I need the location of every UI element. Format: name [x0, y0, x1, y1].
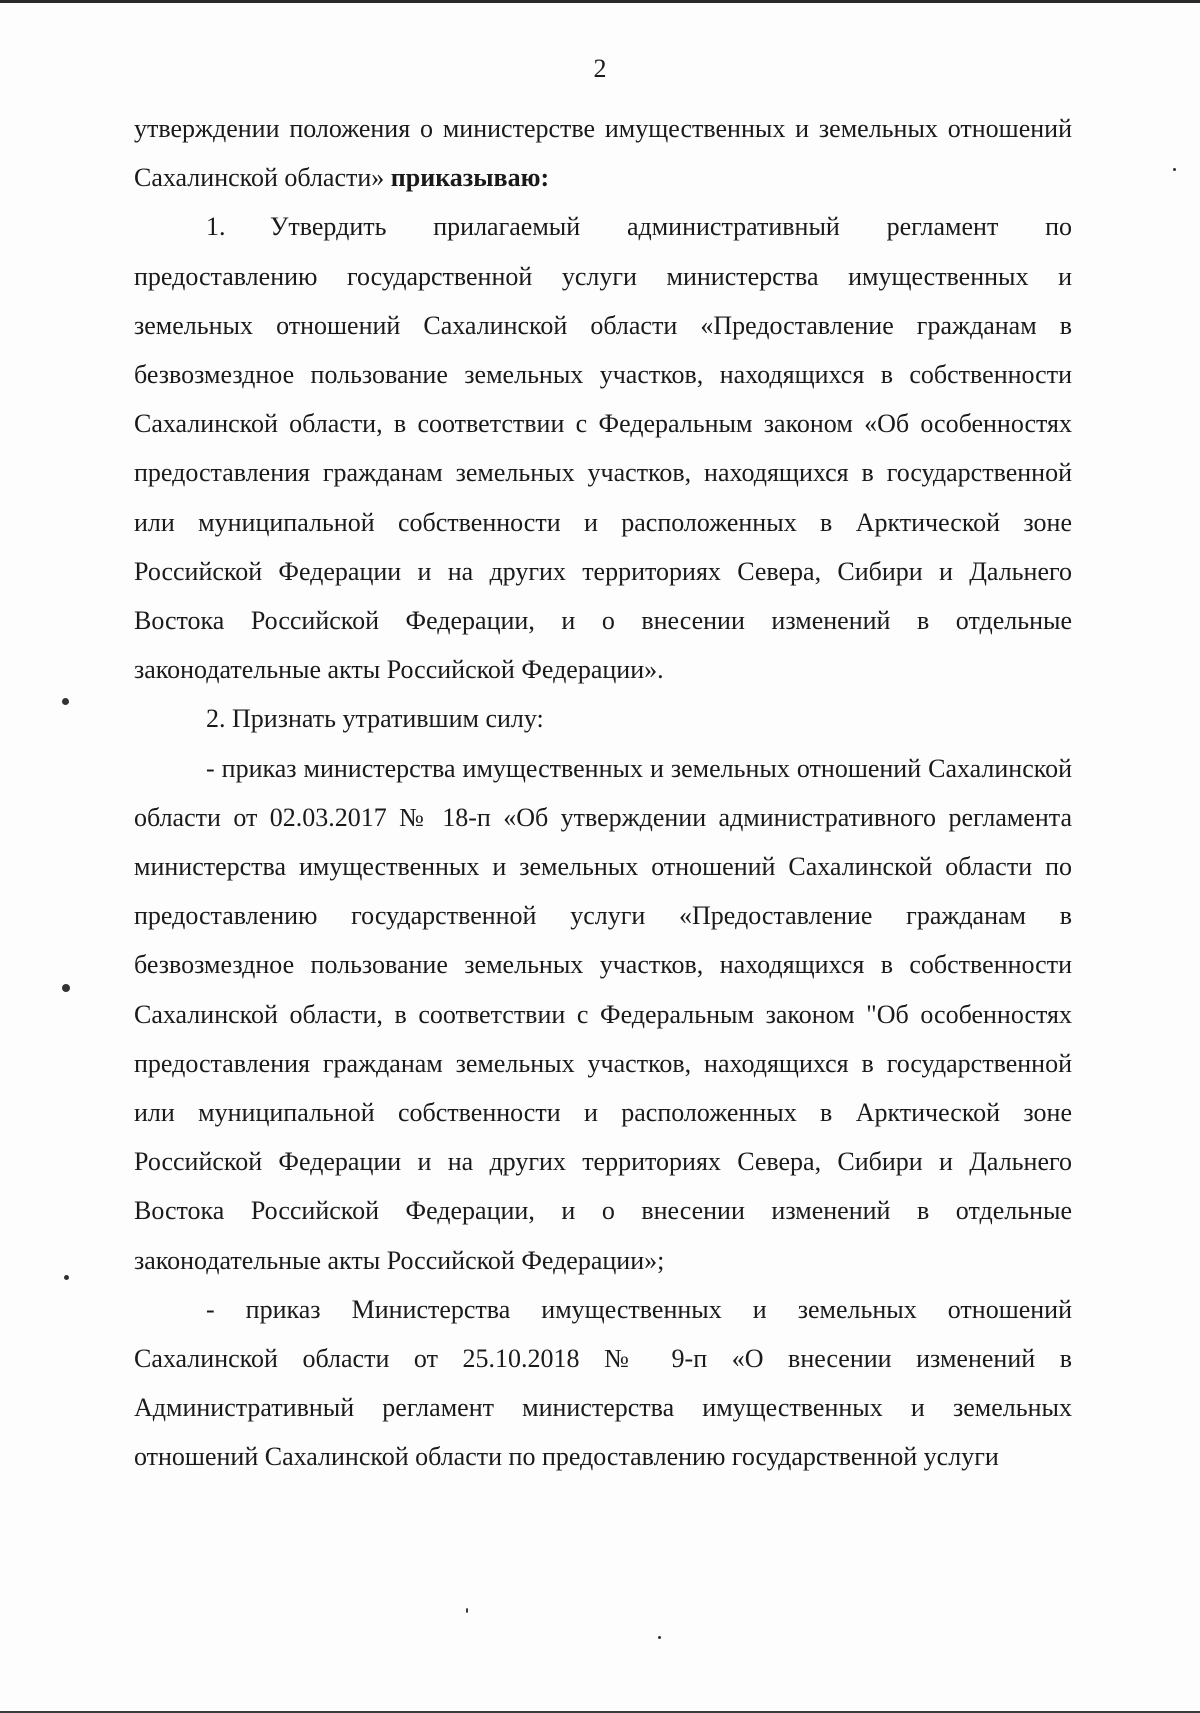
scan-speck — [62, 984, 70, 992]
scan-top-edge — [0, 0, 1200, 3]
order-keyword: приказываю: — [390, 163, 550, 193]
repealed-order-2: - приказ Министерства имущественных и земельных отношений Сахалинской области от 25.10.2018 № 9-п «О внесении изменений в Административный регламент министерства имущественных и земельных отношений Сахалинской области по предоставлению государственной услуги — [134, 1294, 1072, 1472]
item-1-paragraph — [134, 202, 1072, 694]
item-1-number: 1. — [206, 212, 226, 242]
intro-paragraph — [134, 104, 1072, 202]
scan-speck — [1173, 168, 1176, 171]
item-1-text: Утвердить прилагаемый административный регламент по предоставлению государственной услуги министерства имущественных и земельных отношений Сахалинской области «Предоставление гражданам в безвозмездное пользование земельных участков, находящихся в собственности Сахалинской области, в соответствии с Федеральным законом «Об особенностях предоставления гражданам земельных участков, находящихся в государственной или муниципальной собственности и расположенных в Арктической зоне Российской Федерации и на других территориях Севера, Сибири и Дальнего Востока Российской Федерации, и о внесении изменений в отдельные законодательные акты Российской Федерации». — [134, 212, 1072, 685]
item-2-paragraph: 2. Признать утратившим силу: — [206, 704, 544, 734]
intro-text: утверждении положения о министерстве имущественных и земельных отношений Сахалинской области» — [134, 114, 1072, 193]
scan-speck — [62, 698, 69, 705]
scan-speck — [658, 1636, 661, 1639]
page-number: 2 — [593, 54, 607, 83]
repealed-order-1: - приказ министерства имущественных и земельных отношений Сахалинской области от 02.03.2017 № 18-п «Об утверждении административного регламента министерства имущественных и земельных отношений Сахалинской области по предоставлению государственной услуги «Предоставление гражданам в безвозмездное пользование земельных участков, находящихся в собственности Сахалинской области, в соответствии с Федеральным законом "Об особенностях предоставления гражданам земельных участков, находящихся в государственной или муниципальной собственности и расположенных в Арктической зоне Российской Федерации и на других территориях Севера, Сибири и Дальнего Востока Российской Федерации, и о внесении изменений в отдельные законодательные акты Российской Федерации»; — [134, 753, 1072, 1275]
document-body — [134, 104, 1072, 1482]
scan-speck — [466, 1608, 468, 1613]
scan-speck — [64, 1275, 69, 1280]
